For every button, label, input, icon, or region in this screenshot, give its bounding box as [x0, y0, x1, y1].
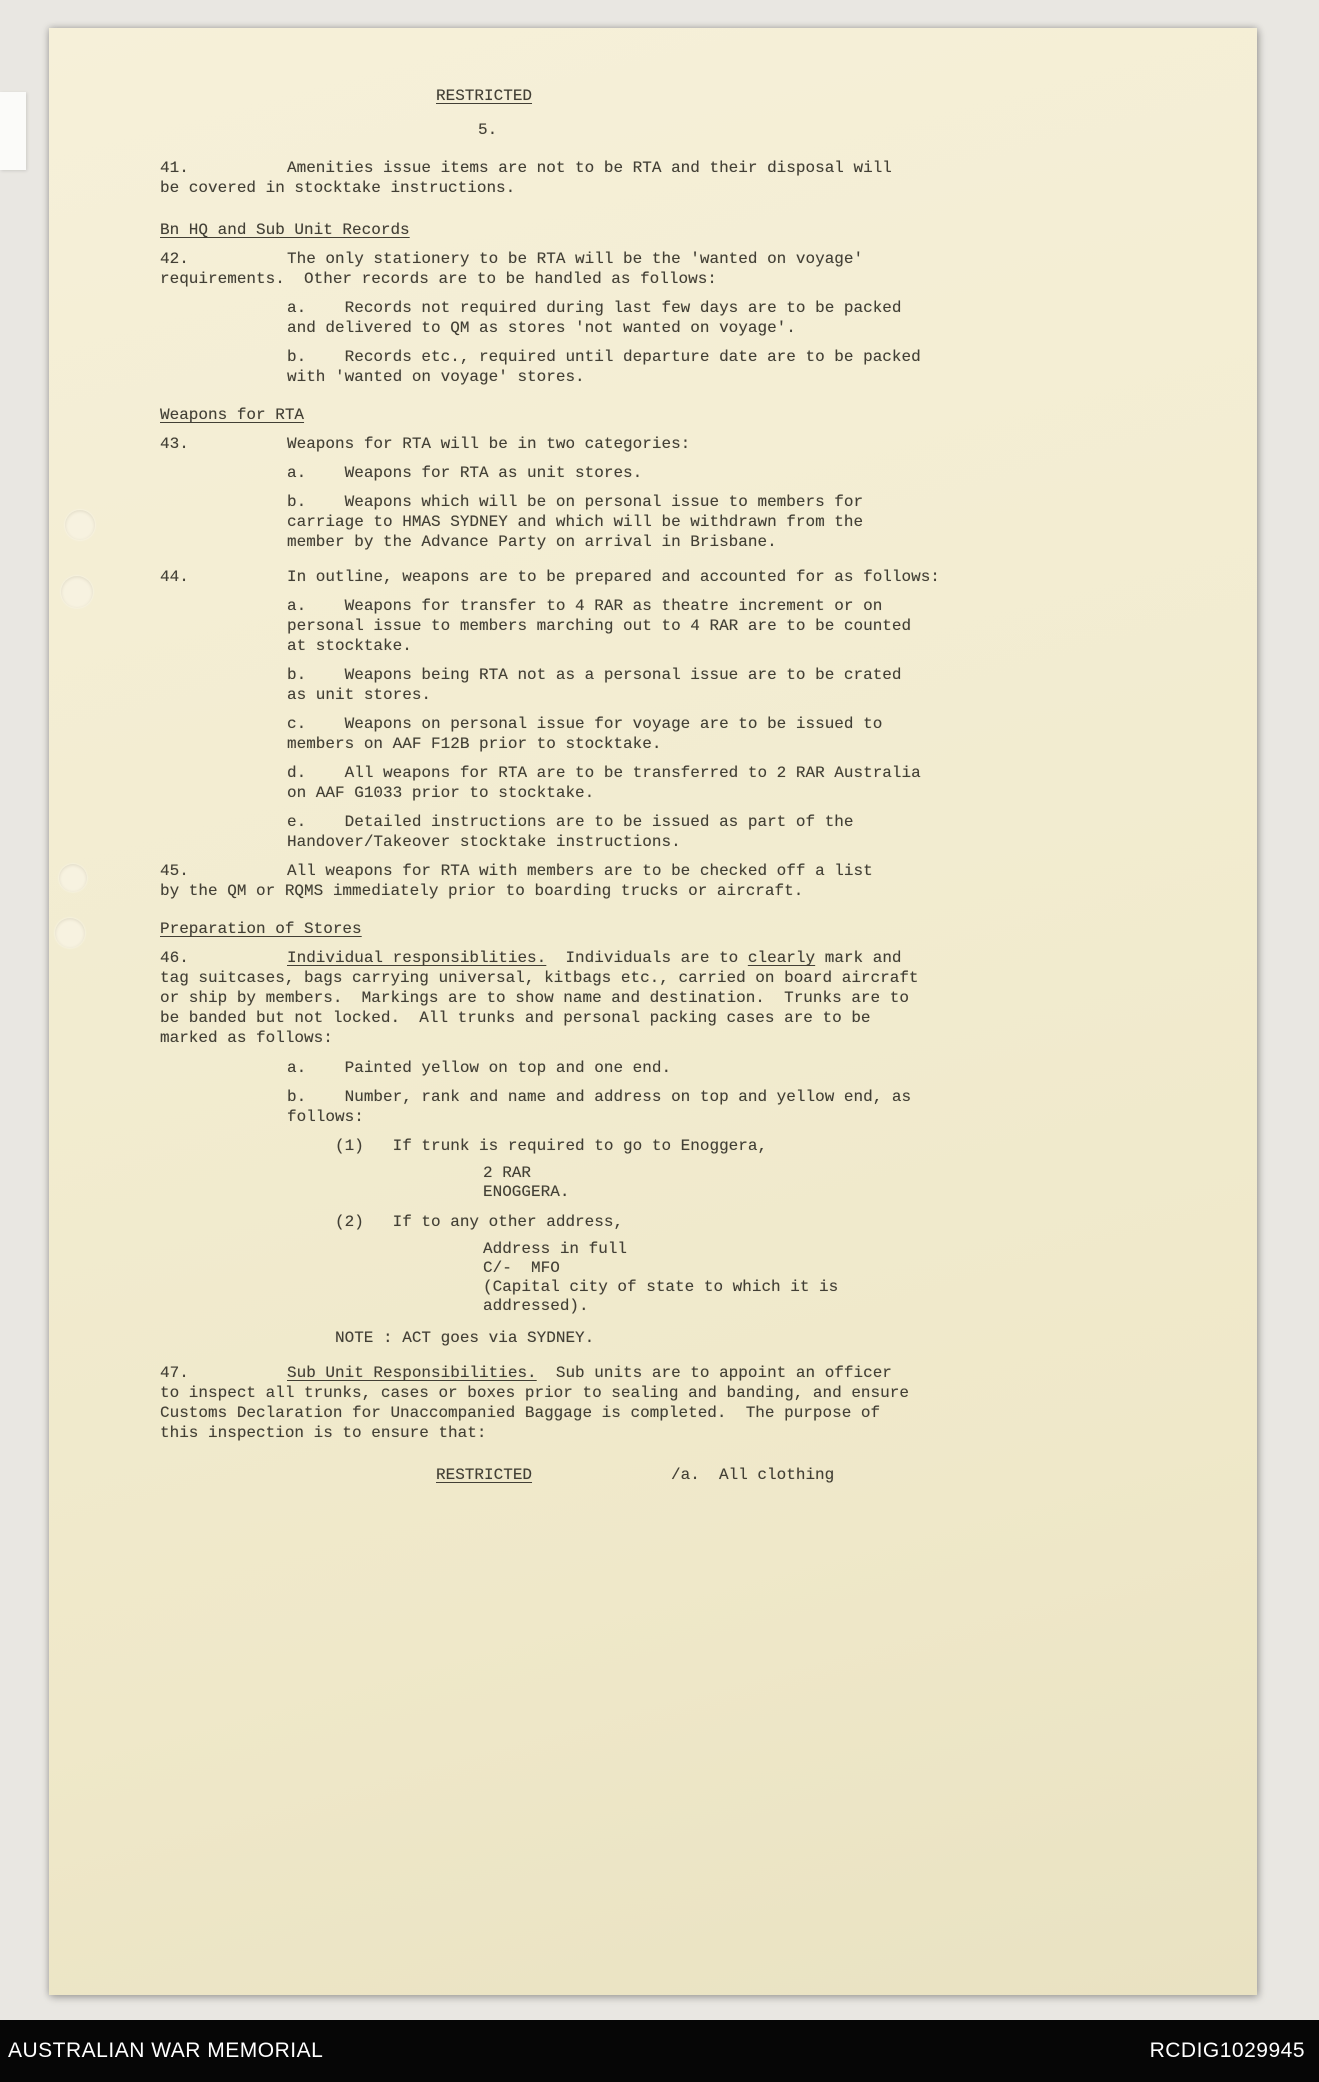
continuation-marker: /a. All clothing [671, 1466, 835, 1484]
paragraph-45-text: All weapons for RTA with members are to be checked off a list by the QM or RQMS immediately prior to boarding trucks or aircraft. [160, 862, 883, 900]
paragraph-41-number: 41. [160, 159, 189, 177]
archive-source-label: AUSTRALIAN WAR MEMORIAL [8, 2039, 324, 2062]
item-43a: a. Weapons for RTA as unit stores. [287, 464, 643, 482]
paragraph-46 [160, 948, 932, 1048]
address-block-1 [483, 1164, 855, 1202]
paragraph-42-text: The only stationery to be RTA will be the 'wanted on voyage' requirements. Other records are to be handled as follows: [160, 250, 873, 288]
scan-artifact [0, 92, 26, 170]
item-42a: a. Records not required during last few days are to be packed and delivered to QM as stores 'not wanted on voyage'. [287, 299, 912, 337]
paragraph-44-text: In outline, weapons are to be prepared and accounted for as follows: [287, 568, 940, 586]
item-44b: b. Weapons being RTA not as a personal issue are to be crated as unit stores. [287, 666, 912, 704]
item-44d: d. All weapons for RTA are to be transferred to 2 RAR Australia on AAF G1033 prior to stocktake. [287, 764, 931, 802]
classification-header: RESTRICTED [436, 87, 533, 105]
paragraph-45 [160, 861, 900, 901]
paragraph-44 [160, 567, 960, 587]
address-block-2 [483, 1240, 855, 1316]
paragraph-46-number: 46. [160, 949, 189, 967]
paragraph-44-number: 44. [160, 568, 189, 586]
document-page [49, 28, 1257, 1995]
item-44c: c. Weapons on personal issue for voyage are to be issued to members on AAF F12B prior to stocktake. [287, 715, 892, 753]
list-item-1: (1) If trunk is required to go to Enoggera, [335, 1137, 768, 1155]
paragraph-43 [160, 434, 900, 454]
paragraph-46-clearly: clearly [747, 949, 816, 967]
item-44a: a. Weapons for transfer to 4 RAR as theatre increment or on personal issue to members marching out to 4 RAR are to be counted at stocktake. [287, 597, 921, 655]
page-number: 5. [478, 121, 498, 139]
footer-bar [0, 2020, 1319, 2082]
paragraph-43-text: Weapons for RTA will be in two categories: [287, 435, 691, 453]
address-line: (Capital city of state to which it is addressed). [483, 1278, 848, 1315]
heading-bn-hq-and-sub-unit-records: Bn HQ and Sub Unit Records [160, 221, 410, 239]
heading-preparation-of-stores: Preparation of Stores [160, 920, 362, 938]
punch-hole [65, 510, 95, 540]
classification-footer: RESTRICTED [436, 1466, 533, 1484]
page-footer-line [160, 1465, 1200, 1485]
paragraph-47-text: Sub units are to appoint an officer to inspect all trunks, cases or boxes prior to sealing and banding, and ensure Customs Declaration for Unaccompanied Baggage is completed. The purpose of this inspection is to ensure that: [160, 1364, 919, 1442]
heading-weapons-for-rta: Weapons for RTA [160, 406, 305, 424]
address-line: 2 RAR [483, 1164, 532, 1182]
paragraph-46-text-b: mark and tag suitcases, bags carrying universal, kitbags etc., carried on board aircraft or ship by members. Markings are to show name and destination. Trunks are to be banded but not locked. All trunks and personal packing cases are to be marked as follows: [160, 949, 929, 1047]
typed-content [160, 28, 1200, 1485]
item-46b: b. Number, rank and name and address on top and yellow end, as follows: [287, 1088, 921, 1126]
item-44e: e. Detailed instructions are to be issued as part of the Handover/Takeover stocktake instructions. [287, 813, 864, 851]
paragraph-46-text-a: Individuals are to [546, 949, 748, 967]
item-46a: a. Painted yellow on top and one end. [287, 1059, 672, 1077]
paragraph-46-lead: Individual responsiblities. [287, 949, 547, 967]
paragraph-42 [160, 249, 900, 289]
address-line: C/- MFO [483, 1259, 560, 1277]
note-act-via-sydney: NOTE : ACT goes via SYDNEY. [335, 1329, 595, 1347]
paragraph-47 [160, 1363, 919, 1443]
paragraph-41-text: Amenities issue items are not to be RTA and their disposal will be covered in stocktake instructions. [160, 159, 902, 197]
paragraph-42-number: 42. [160, 250, 189, 268]
list-item-2: (2) If to any other address, [335, 1213, 624, 1231]
paragraph-43-number: 43. [160, 435, 189, 453]
address-line: ENOGGERA. [483, 1183, 570, 1201]
item-43b: b. Weapons which will be on personal issue to members for carriage to HMAS SYDNEY and which will be withdrawn from the member by the Advance Party on arrival in Brisbane. [287, 493, 873, 551]
address-line: Address in full [483, 1240, 628, 1258]
paragraph-47-number: 47. [160, 1364, 189, 1382]
punch-hole [59, 864, 87, 892]
archive-reference-id: RCDIG1029945 [1149, 2039, 1305, 2062]
paragraph-45-number: 45. [160, 862, 189, 880]
paragraph-41 [160, 158, 900, 198]
punch-hole [61, 576, 93, 608]
item-42b: b. Records etc., required until departure date are to be packed with 'wanted on voyage' stores. [287, 348, 931, 386]
punch-hole [55, 918, 85, 948]
paragraph-47-lead: Sub Unit Responsibilities. [287, 1364, 537, 1382]
